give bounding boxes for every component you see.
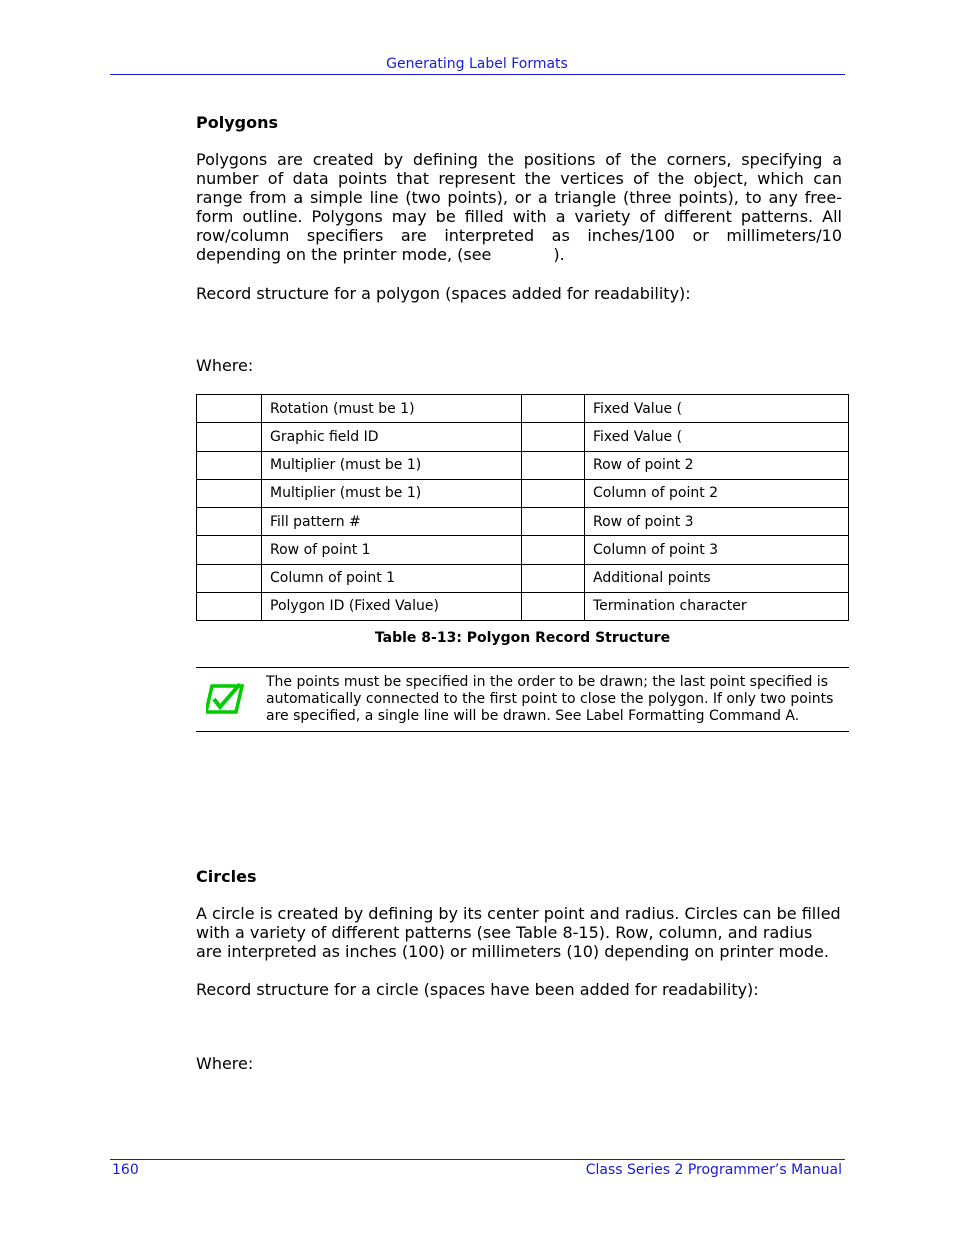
- field-description-cell-left: Graphic field ID: [262, 423, 522, 451]
- field-description-cell-right: Row of point 3: [585, 508, 849, 536]
- field-code-cell-left: [197, 423, 262, 451]
- field-description-cell-left: Multiplier (must be 1): [262, 479, 522, 507]
- field-code-cell-left: [197, 564, 262, 592]
- field-code-cell-right: [522, 451, 585, 479]
- field-description-cell-left: Rotation (must be 1): [262, 395, 522, 423]
- field-description-cell-right: Column of point 2: [585, 479, 849, 507]
- circles-paragraph: A circle is created by defining by its center point and radius. Circles can be filled with a variety of different patterns (see Table 8-15). Row, column, and radius are interpreted as inches (100) or millimeters (10) depending on printer mode.: [196, 904, 841, 961]
- polygon-record-table: [196, 394, 849, 621]
- field-description-cell-left: Column of point 1: [262, 564, 522, 592]
- table-row: [197, 508, 849, 536]
- field-description-cell-right: Fixed Value (: [585, 395, 849, 423]
- note-top-rule: [196, 667, 849, 668]
- table-row: [197, 592, 849, 620]
- header-rule: [110, 74, 845, 75]
- field-code-cell-right: [522, 423, 585, 451]
- polygon-record-structure-text: Record structure for a polygon (spaces added for readability):: [196, 284, 691, 303]
- field-code-cell-right: [522, 592, 585, 620]
- field-code-cell-left: [197, 592, 262, 620]
- field-code-cell-right: [522, 564, 585, 592]
- field-code-cell-right: [522, 536, 585, 564]
- table-row: [197, 564, 849, 592]
- field-description-cell-left: Polygon ID (Fixed Value): [262, 592, 522, 620]
- checkbox-note-icon: [206, 682, 246, 716]
- footer-title: Class Series 2 Programmer’s Manual: [585, 1162, 842, 1178]
- field-code-cell-left: [197, 508, 262, 536]
- field-code-cell-right: [522, 479, 585, 507]
- footer-rule: [110, 1159, 845, 1160]
- page-header-title: Generating Label Formats: [386, 56, 568, 72]
- field-code-cell-left: [197, 395, 262, 423]
- field-code-cell-right: [522, 395, 585, 423]
- field-description-cell-right: Row of point 2: [585, 451, 849, 479]
- polygons-heading: Polygons: [196, 113, 278, 132]
- field-description-cell-right: Additional points: [585, 564, 849, 592]
- field-description-cell-left: Fill pattern #: [262, 508, 522, 536]
- circle-record-structure-text: Record structure for a circle (spaces have been added for readability):: [196, 980, 759, 999]
- field-description-cell-right: Termination character: [585, 592, 849, 620]
- polygons-paragraph-end: ).: [553, 245, 565, 264]
- table-caption: Table 8-13: Polygon Record Structure: [374, 630, 671, 646]
- note-bottom-rule: [196, 731, 849, 732]
- field-code-cell-left: [197, 536, 262, 564]
- table-row: [197, 479, 849, 507]
- field-description-cell-left: Row of point 1: [262, 536, 522, 564]
- field-code-cell-right: [522, 508, 585, 536]
- field-description-cell-left: Multiplier (must be 1): [262, 451, 522, 479]
- field-description-cell-right: Column of point 3: [585, 536, 849, 564]
- polygons-paragraph: [196, 150, 842, 264]
- polygons-where-label: Where:: [196, 356, 254, 375]
- polygons-paragraph-text: Polygons are created by defining the positions of the corners, specifying a number of data points that represent the vertices of the object, which can range from a simple line (two points), or a triangle (three points), to any free-form outline. Polygons may be filled with a variety of different patterns. All row/column specifiers are interpreted as inches/100 or millimeters/10 depending on the printer mode, (see: [196, 150, 842, 264]
- table-row: [197, 395, 849, 423]
- table-row: [197, 423, 849, 451]
- field-code-cell-left: [197, 479, 262, 507]
- note-text: The points must be specified in the order to be drawn; the last point specified is automatically connected to the first point to close the polygon. If only two points are specified, a single line will be drawn. See Label Formatting Command A.: [266, 674, 834, 724]
- circles-heading: Circles: [196, 867, 257, 886]
- field-description-cell-right: Fixed Value (: [585, 423, 849, 451]
- field-code-cell-left: [197, 451, 262, 479]
- table-row: [197, 536, 849, 564]
- table-row: [197, 451, 849, 479]
- circles-where-label: Where:: [196, 1054, 254, 1073]
- footer-page-number: 160: [112, 1162, 139, 1178]
